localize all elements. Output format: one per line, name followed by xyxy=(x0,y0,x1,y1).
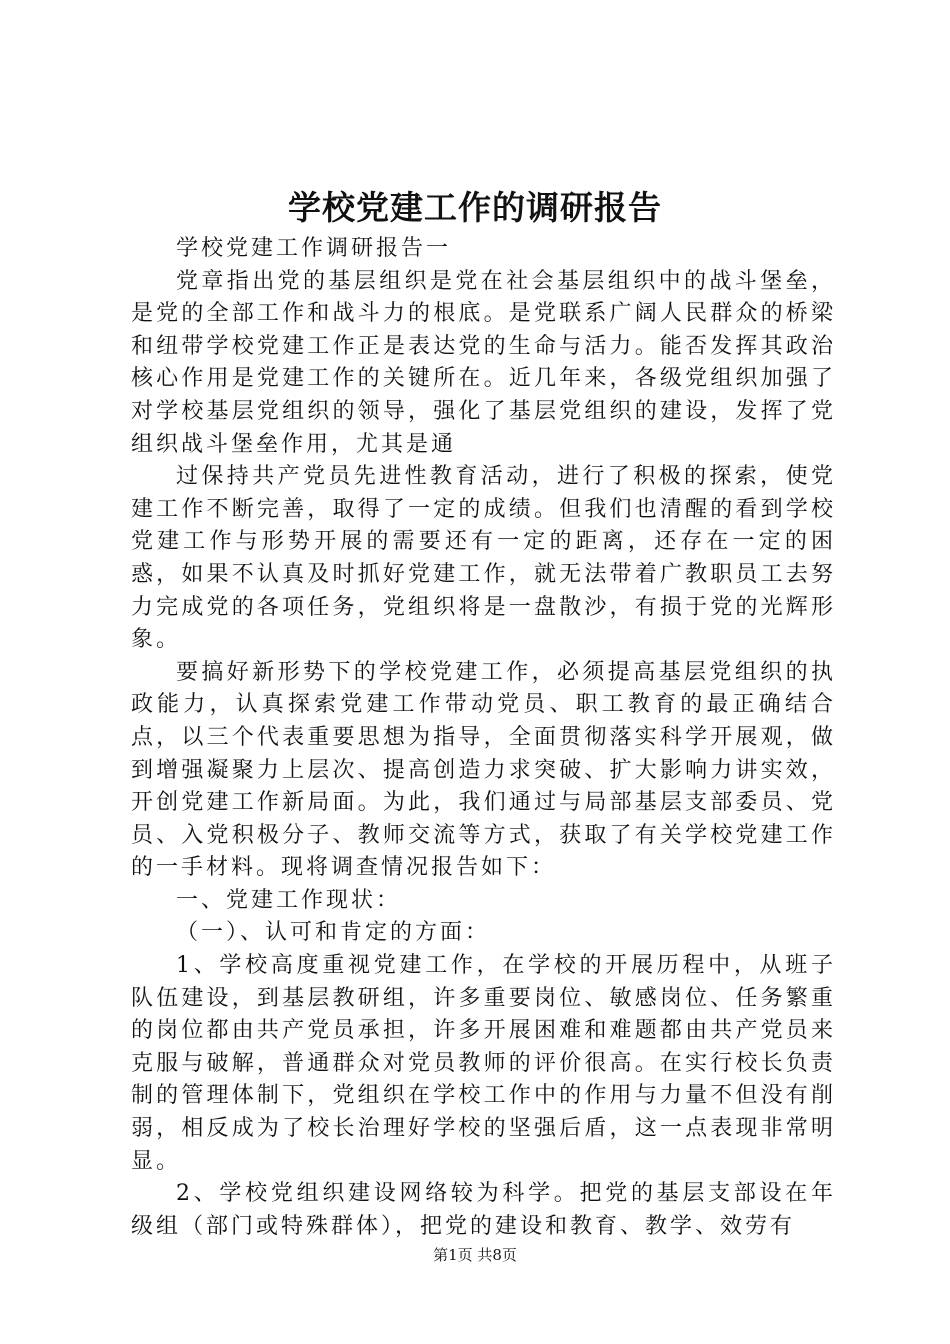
paragraph: 1、学校高度重视党建工作，在学校的开展历程中，从班子队伍建设，到基层教研组，许多重要岗位、敏感岗位、任务繁重的岗位都由共产党员承担，许多开展困难和难题都由共产党员来克服与破解，普通群众对党员教师的评价很高。在实行校长负责制的管理体制下，党组织在学校工作中的作用与力量不但没有削弱，相反成为了校长治理好学校的坚强后盾，这一点表现非常明显。 xyxy=(131,953,836,1174)
section-heading: 一、党建工作现状： xyxy=(176,887,402,913)
paragraph: 过保持共产党员先进性教育活动，进行了积极的探索，使党建工作不断完善，取得了一定的成绩。但我们也清醒的看到学校党建工作与形势开展的需要还有一定的距离，还存在一定的困惑，如果不认真及时抓好党建工作，就无法带着广教职员工去努力完成党的各项任务，党组织将是一盘散沙，有损于党的光辉形象。 xyxy=(131,464,836,653)
page-number-footer: 第1页 共8页 xyxy=(433,1246,517,1264)
paragraph: 要搞好新形势下的学校党建工作，必须提高基层党组织的执政能力，认真探索党建工作带动党员、职工教育的最正确结合点，以三个代表重要思想为指导，全面贯彻落实科学开展观，做到增强凝聚力上层次、提高创造力求突破、扩大影响力讲实效，开创党建工作新局面。为此，我们通过与局部基层支部委员、党员、入党积极分子、教师交流等方式，获取了有关学校党建工作的一手材料。现将调查情况报告如下： xyxy=(131,659,836,881)
paragraph: 2、学校党组织建设网络较为科学。把党的基层支部设在年级组（部门或特殊群体），把党的建设和教育、教学、效劳有 xyxy=(131,1181,836,1239)
document-title: 学校党建工作的调研报告 xyxy=(288,188,662,227)
paragraph-subtitle: 学校党建工作调研报告一 xyxy=(176,236,452,261)
subsection-heading: （一）、认可和肯定的方面： xyxy=(176,920,491,946)
paragraph: 党章指出党的基层组织是党在社会基层组织中的战斗堡垒，是党的全部工作和战斗力的根底。是党联系广阔人民群众的桥梁和纽带学校党建工作正是表达党的生命与活力。能否发挥其政治核心作用是党建工作的关键所在。近几年来，各级党组织加强了对学校基层党组织的领导，强化了基层党组织的建设，发挥了党组织战斗堡垒作用，尤其是通 xyxy=(131,268,836,457)
document-body xyxy=(131,233,836,1243)
